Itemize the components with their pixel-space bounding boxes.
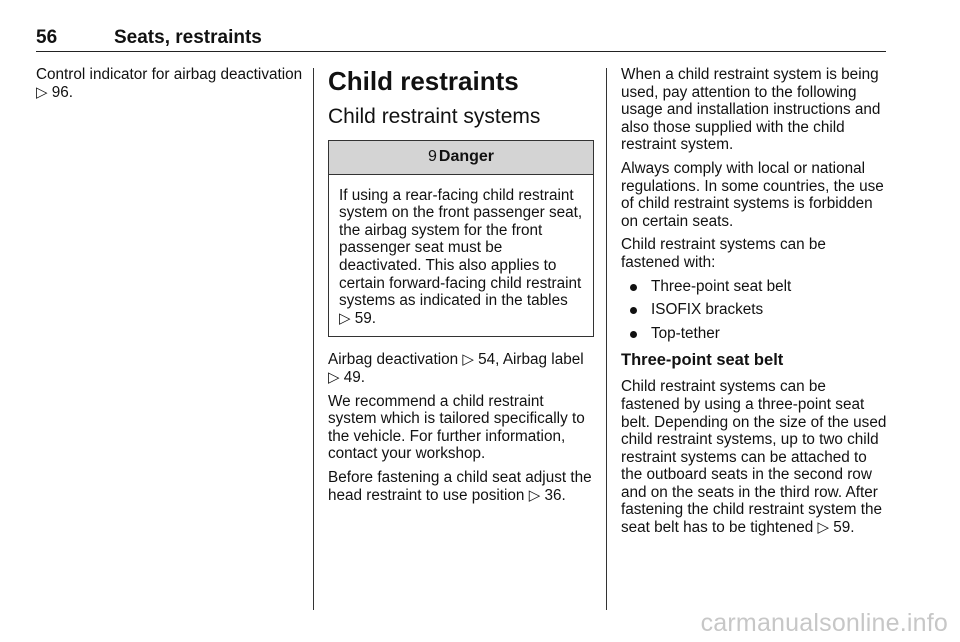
page-ref-arrow-icon: ▷ <box>339 309 351 327</box>
seat-belt-paragraph: Child restraint systems can be fastened by using a three-point seat belt. Depending on the size of the used child restraint systems, up to two child restraint systems can be attached to the outboard seats in the second row and on the seats in the third row. After fastening the child restraint system the seat belt has to be tightened ▷ 59. <box>621 378 887 537</box>
page-ref-arrow-icon: ▷ <box>328 368 340 386</box>
bullet-icon <box>630 331 637 338</box>
airbag-deactivation-paragraph: Airbag deactivation ▷ 54, Airbag label ▷ 49. <box>328 351 584 386</box>
page-ref-arrow-icon: ▷ <box>817 519 830 537</box>
usage-paragraph: When a child restraint system is being used, pay attention to the following usage and installation instructions and also those supplied with the child restraint system. <box>621 66 881 154</box>
list-item: Top-tether <box>621 325 887 343</box>
column-divider-1 <box>313 68 314 610</box>
page-number: 56 <box>36 27 58 48</box>
danger-text: If using a rear-facing child restraint system on the front passenger seat, the airbag system for the front passenger seat must be deactivated. This also applies to certain forward-facing child restraint systems as indicated in the tables ▷ 59. <box>339 186 583 327</box>
column-2 <box>328 66 594 510</box>
column-3 <box>621 66 887 543</box>
chapter-title: Child restraints <box>328 66 519 96</box>
watermark: carmanualsonline.info <box>700 609 948 637</box>
page-ref-link[interactable]: 59. <box>833 519 855 537</box>
column-1 <box>36 66 304 107</box>
page-ref-link[interactable]: 49. <box>343 368 366 386</box>
section-title: Seats, restraints <box>114 27 262 48</box>
warning-triangle-icon: 9 <box>427 148 437 165</box>
page-ref-link[interactable]: 54, Airbag label <box>478 351 584 369</box>
fastening-intro-paragraph: Child restraint systems can be fastened with: <box>621 236 826 271</box>
danger-box <box>328 140 594 337</box>
head-restraint-paragraph: Before fastening a child seat adjust the head restraint to use position ▷ 36. <box>328 468 592 504</box>
column-divider-2 <box>606 68 607 610</box>
regulations-paragraph: Always comply with local or national regulations. In some countries, the use of child restraint systems is forbidden on certain seats. <box>621 159 884 230</box>
page-ref-link[interactable]: 36. <box>544 486 566 504</box>
fastening-list <box>621 278 887 343</box>
danger-heading: 9 Danger <box>329 141 593 175</box>
chapter-subtitle: Child restraint systems <box>328 105 541 128</box>
section-subheading: Three-point seat belt <box>621 351 784 370</box>
page-ref-arrow-icon: ▷ <box>36 83 48 101</box>
airbag-indicator-paragraph: Control indicator for airbag deactivation ▷ 96. <box>36 66 303 101</box>
page-ref-arrow-icon: ▷ <box>462 351 474 369</box>
list-item: Three-point seat belt <box>621 278 887 296</box>
page-ref-link[interactable]: 59. <box>354 309 377 327</box>
list-item: ISOFIX brackets <box>621 301 887 319</box>
bullet-icon <box>630 284 637 291</box>
recommendation-paragraph: We recommend a child restraint system which is tailored specifically to the vehicle. For further information, contact your workshop. <box>328 392 585 463</box>
page-header <box>36 27 886 52</box>
page-ref-link[interactable]: 96. <box>51 83 74 101</box>
bullet-icon <box>630 307 637 314</box>
page-ref-arrow-icon: ▷ <box>528 486 541 504</box>
